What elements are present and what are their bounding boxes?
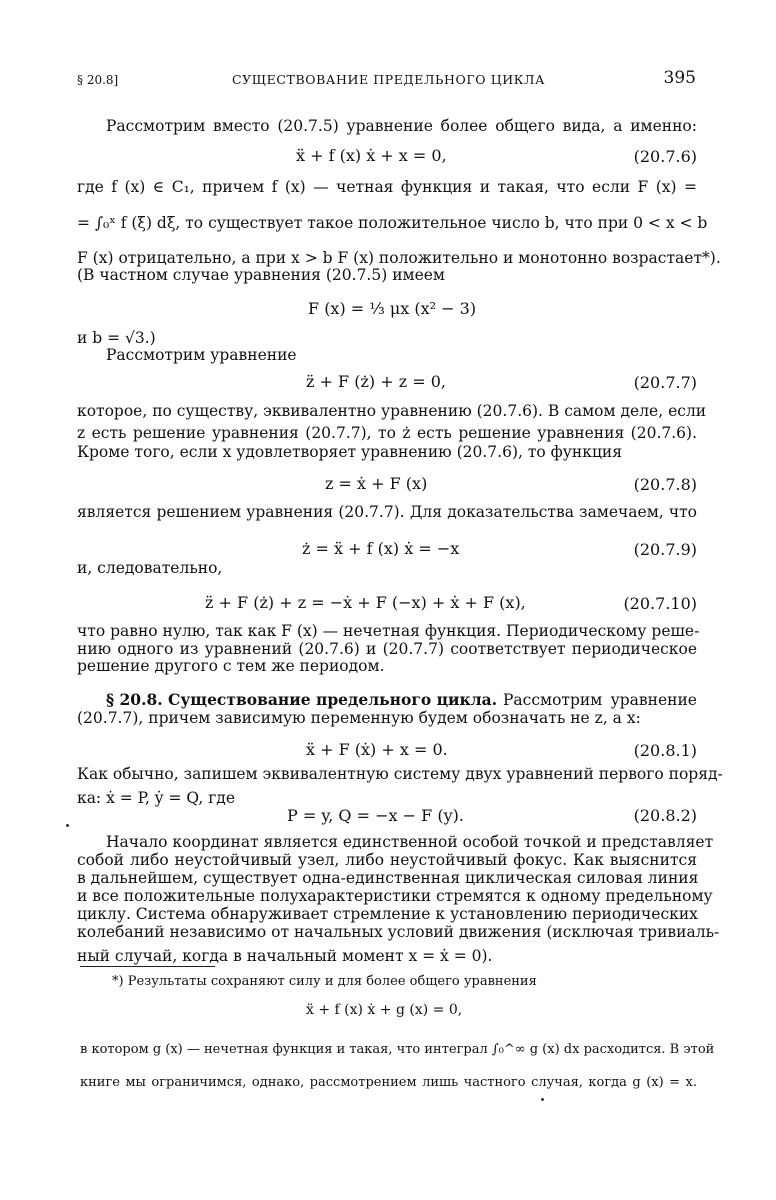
footnote-line: книге мы ограничимся, однако, рассмотрением лишь частного случая, когда g (x) = x. <box>80 1075 697 1090</box>
equation-number: (20.7.9) <box>633 540 697 559</box>
footnote-line: в котором g (x) — нечетная функция и такая, что интеграл ∫₀^∞ g (x) dx расходится. В этой <box>80 1042 715 1057</box>
text-line: где f (x) ∈ C₁, причем f (x) — четная функция и такая, что если F (x) = <box>77 178 697 196</box>
text-line: нию одного из уравнений (20.7.6) и (20.7.7) соответствует периодическое <box>77 640 697 658</box>
footnote-rule <box>80 966 215 967</box>
text-line: и b = √3.) <box>77 329 156 347</box>
text-line: ка: ẋ = P, ẏ = Q, где <box>77 789 236 807</box>
text-line: решение другого с тем же периодом. <box>77 657 385 675</box>
equation: z = ẋ + F (x) <box>325 474 428 493</box>
footnote-equation: ẍ + f (x) ẋ + g (x) = 0, <box>306 1002 463 1018</box>
text-line: в дальнейшем, существует одна-единственная циклическая силовая линия <box>77 869 699 887</box>
text-line: и, следовательно, <box>77 559 223 577</box>
text-line: циклу. Система обнаруживает стремление к установлению периодических <box>77 905 698 923</box>
section-heading: § 20.8. Существование предельного цикла. <box>106 690 498 709</box>
text-line: (20.7.7), причем зависимую переменную будем обозначать не z, а x: <box>77 709 641 727</box>
print-mark <box>66 824 69 827</box>
text-line: собой либо неустойчивый узел, либо неустойчивый фокус. Как выяснится <box>77 851 697 869</box>
print-mark <box>541 1098 544 1101</box>
equation: ẍ + F (ẋ) + x = 0. <box>306 740 448 759</box>
equation: P = y, Q = −x − F (y). <box>287 806 464 825</box>
equation-number: (20.7.6) <box>633 147 697 166</box>
text-line: и все положительные полухарактеристики стремятся к одному предельному <box>77 887 713 905</box>
text-line: (В частном случае уравнения (20.7.5) имеем <box>77 266 445 284</box>
equation: z̈ + F (ż) + z = 0, <box>306 372 446 391</box>
text-line: Рассмотрим уравнение <box>106 346 297 364</box>
text-line: что равно нулю, так как F (x) — нечетная функция. Периодическому реше- <box>77 622 700 640</box>
equation-number: (20.7.8) <box>633 475 697 494</box>
text-line: z есть решение уравнения (20.7.7), то ż есть решение уравнения (20.7.6). <box>77 424 697 442</box>
equation: ż = ẍ + f (x) ẋ = −x <box>302 539 460 558</box>
equation-number: (20.8.2) <box>633 806 697 825</box>
equation: ẍ + f (x) ẋ + x = 0, <box>296 146 447 165</box>
text-line: колебаний независимо от начальных условий движения (исключая тривиаль- <box>77 923 720 941</box>
equation-number: (20.7.10) <box>623 594 697 613</box>
equation-number: (20.8.1) <box>633 741 697 760</box>
text-line: F (x) отрицательно, а при x > b F (x) положительно и монотонно возрастает*). <box>77 249 721 267</box>
page-number: 395 <box>663 68 696 88</box>
text-line: Рассмотрим уравнение <box>503 691 697 709</box>
text-line: является решением уравнения (20.7.7). Для доказательства замечаем, что <box>77 503 697 521</box>
text-line: ный случай, когда в начальный момент x = ẋ = 0). <box>77 947 493 965</box>
footnote-line: *) Результаты сохраняют силу и для более общего уравнения <box>112 974 537 989</box>
text-line: которое, по существу, эквивалентно уравнению (20.7.6). В самом деле, если <box>77 402 707 420</box>
text-line: = ∫₀ˣ f (ξ) dξ, то существует такое положительное число b, что при 0 < x < b <box>77 214 708 232</box>
header-title: СУЩЕСТВОВАНИЕ ПРЕДЕЛЬНОГО ЦИКЛА <box>232 72 546 87</box>
equation: F (x) = ⅓ μx (x² − 3) <box>308 299 477 318</box>
header-section: § 20.8] <box>77 73 119 87</box>
equation: z̈ + F (ż) + z = −ẋ + F (−x) + ẋ + F (x), <box>205 593 526 612</box>
equation-number: (20.7.7) <box>633 373 697 392</box>
text-line: Рассмотрим вместо (20.7.5) уравнение более общего вида, а именно: <box>106 117 697 135</box>
text-line: Как обычно, запишем эквивалентную систему двух уравнений первого поряд- <box>77 765 723 783</box>
text-line: Кроме того, если x удовлетворяет уравнению (20.7.6), то функция <box>77 443 623 461</box>
text-line: Начало координат является единственной особой точкой и представляет <box>106 833 714 851</box>
